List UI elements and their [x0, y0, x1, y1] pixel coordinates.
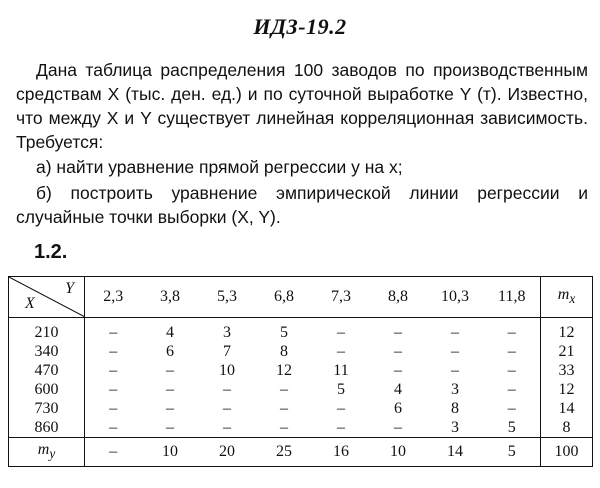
frequency-cell: –: [166, 400, 174, 417]
frequency-cell: –: [507, 400, 516, 417]
x-value: 340: [9, 342, 85, 361]
frequency-cell: 7: [223, 343, 231, 360]
frequency-cell: –: [223, 400, 231, 417]
frequency-cell: –: [451, 324, 459, 341]
frequency-cell: –: [451, 362, 459, 379]
frequency-cell: –: [109, 343, 118, 360]
frequency-cell: –: [166, 419, 174, 436]
mx-value: 8: [541, 418, 593, 438]
my-value: 5: [484, 438, 541, 467]
y-value: 10,3: [427, 277, 484, 318]
correlation-table: [8, 276, 593, 467]
frequency-cell: –: [451, 343, 459, 360]
total-count: 100: [541, 438, 593, 467]
my-value: 10: [370, 438, 427, 467]
table-row: [9, 399, 593, 418]
frequency-cell: –: [109, 400, 118, 417]
y-value: 5,3: [199, 277, 256, 318]
frequency-cell: –: [337, 419, 345, 436]
frequency-cell: 5: [507, 419, 516, 436]
y-value: 3,8: [142, 277, 199, 318]
problem-statement: Дана таблица распределения 100 заводов по производственным средствам X (тыс. ден. ед.) и по суточной выработке Y (т). Известно, что между X и Y существует линейная корреляционная зависимость. Требуется:: [16, 60, 588, 152]
frequency-cell: 5: [337, 381, 345, 398]
frequency-cell: –: [280, 419, 288, 436]
table-body: [9, 318, 593, 438]
my-value: 14: [427, 438, 484, 467]
frequency-cell: 12: [276, 362, 292, 379]
frequency-cell: 4: [394, 381, 402, 398]
my-header: $m_y$: [9, 438, 85, 467]
header-row: [9, 277, 593, 318]
frequency-cell: 6: [394, 400, 402, 417]
my-value: –: [85, 438, 142, 467]
frequency-cell: –: [337, 343, 345, 360]
frequency-cell: –: [394, 419, 402, 436]
frequency-cell: –: [109, 381, 118, 398]
my-value: 16: [313, 438, 370, 467]
frequency-cell: –: [109, 419, 118, 436]
section-number: 1.2.: [34, 241, 68, 263]
frequency-cell: –: [280, 400, 288, 417]
mx-value: 21: [541, 342, 593, 361]
mx-value: 12: [541, 380, 593, 399]
x-value: 600: [9, 380, 85, 399]
my-value: 20: [199, 438, 256, 467]
table-row: [9, 418, 593, 438]
frequency-cell: 8: [451, 400, 459, 417]
x-value: 210: [9, 318, 85, 343]
y-value: 7,3: [313, 277, 370, 318]
frequency-cell: 4: [166, 324, 174, 341]
frequency-cell: 3: [451, 381, 459, 398]
y-value: 8,8: [370, 277, 427, 318]
frequency-cell: –: [109, 362, 118, 379]
frequency-cell: –: [109, 324, 118, 341]
x-value: 730: [9, 399, 85, 418]
mx-value: 12: [541, 318, 593, 343]
corner-y-label: Y: [65, 280, 74, 297]
frequency-cell: –: [507, 324, 516, 341]
frequency-cell: 10: [219, 362, 235, 379]
corner-x-label: X: [25, 295, 35, 312]
y-value: 11,8: [484, 277, 541, 318]
frequency-cell: –: [280, 381, 288, 398]
frequency-cell: –: [166, 362, 174, 379]
frequency-cell: –: [394, 362, 402, 379]
my-value: 25: [256, 438, 313, 467]
frequency-cell: 11: [333, 362, 349, 379]
frequency-cell: 6: [166, 343, 174, 360]
task-b: б) построить уравнение эмпирической линии регрессии и случайные точки выборки (X, Y).: [16, 183, 588, 227]
table-row: [9, 380, 593, 399]
x-value: 860: [9, 418, 85, 438]
frequency-cell: –: [394, 324, 402, 341]
mx-value: 14: [541, 399, 593, 418]
frequency-cell: –: [507, 381, 516, 398]
y-value: 2,3: [85, 277, 142, 318]
my-row: [9, 438, 593, 467]
frequency-cell: –: [166, 381, 174, 398]
table-row: [9, 342, 593, 361]
table-row: [9, 318, 593, 343]
frequency-cell: 3: [223, 324, 231, 341]
y-value: 6,8: [256, 277, 313, 318]
mx-value: 33: [541, 361, 593, 380]
my-value: 10: [142, 438, 199, 467]
mx-header: $m_x$: [541, 277, 593, 318]
x-value: 470: [9, 361, 85, 380]
frequency-cell: –: [507, 343, 516, 360]
frequency-cell: –: [507, 362, 516, 379]
frequency-cell: –: [337, 324, 345, 341]
frequency-cell: –: [223, 381, 231, 398]
frequency-cell: 8: [280, 343, 288, 360]
frequency-cell: 3: [451, 419, 459, 436]
frequency-cell: –: [394, 343, 402, 360]
page-title: ИДЗ-19.2: [253, 14, 347, 39]
frequency-cell: 5: [280, 324, 288, 341]
corner-cell: [9, 277, 85, 318]
task-a: а) найти уравнение прямой регрессии y на x;: [36, 157, 403, 177]
frequency-cell: –: [223, 419, 231, 436]
table-row: [9, 361, 593, 380]
frequency-cell: –: [337, 400, 345, 417]
